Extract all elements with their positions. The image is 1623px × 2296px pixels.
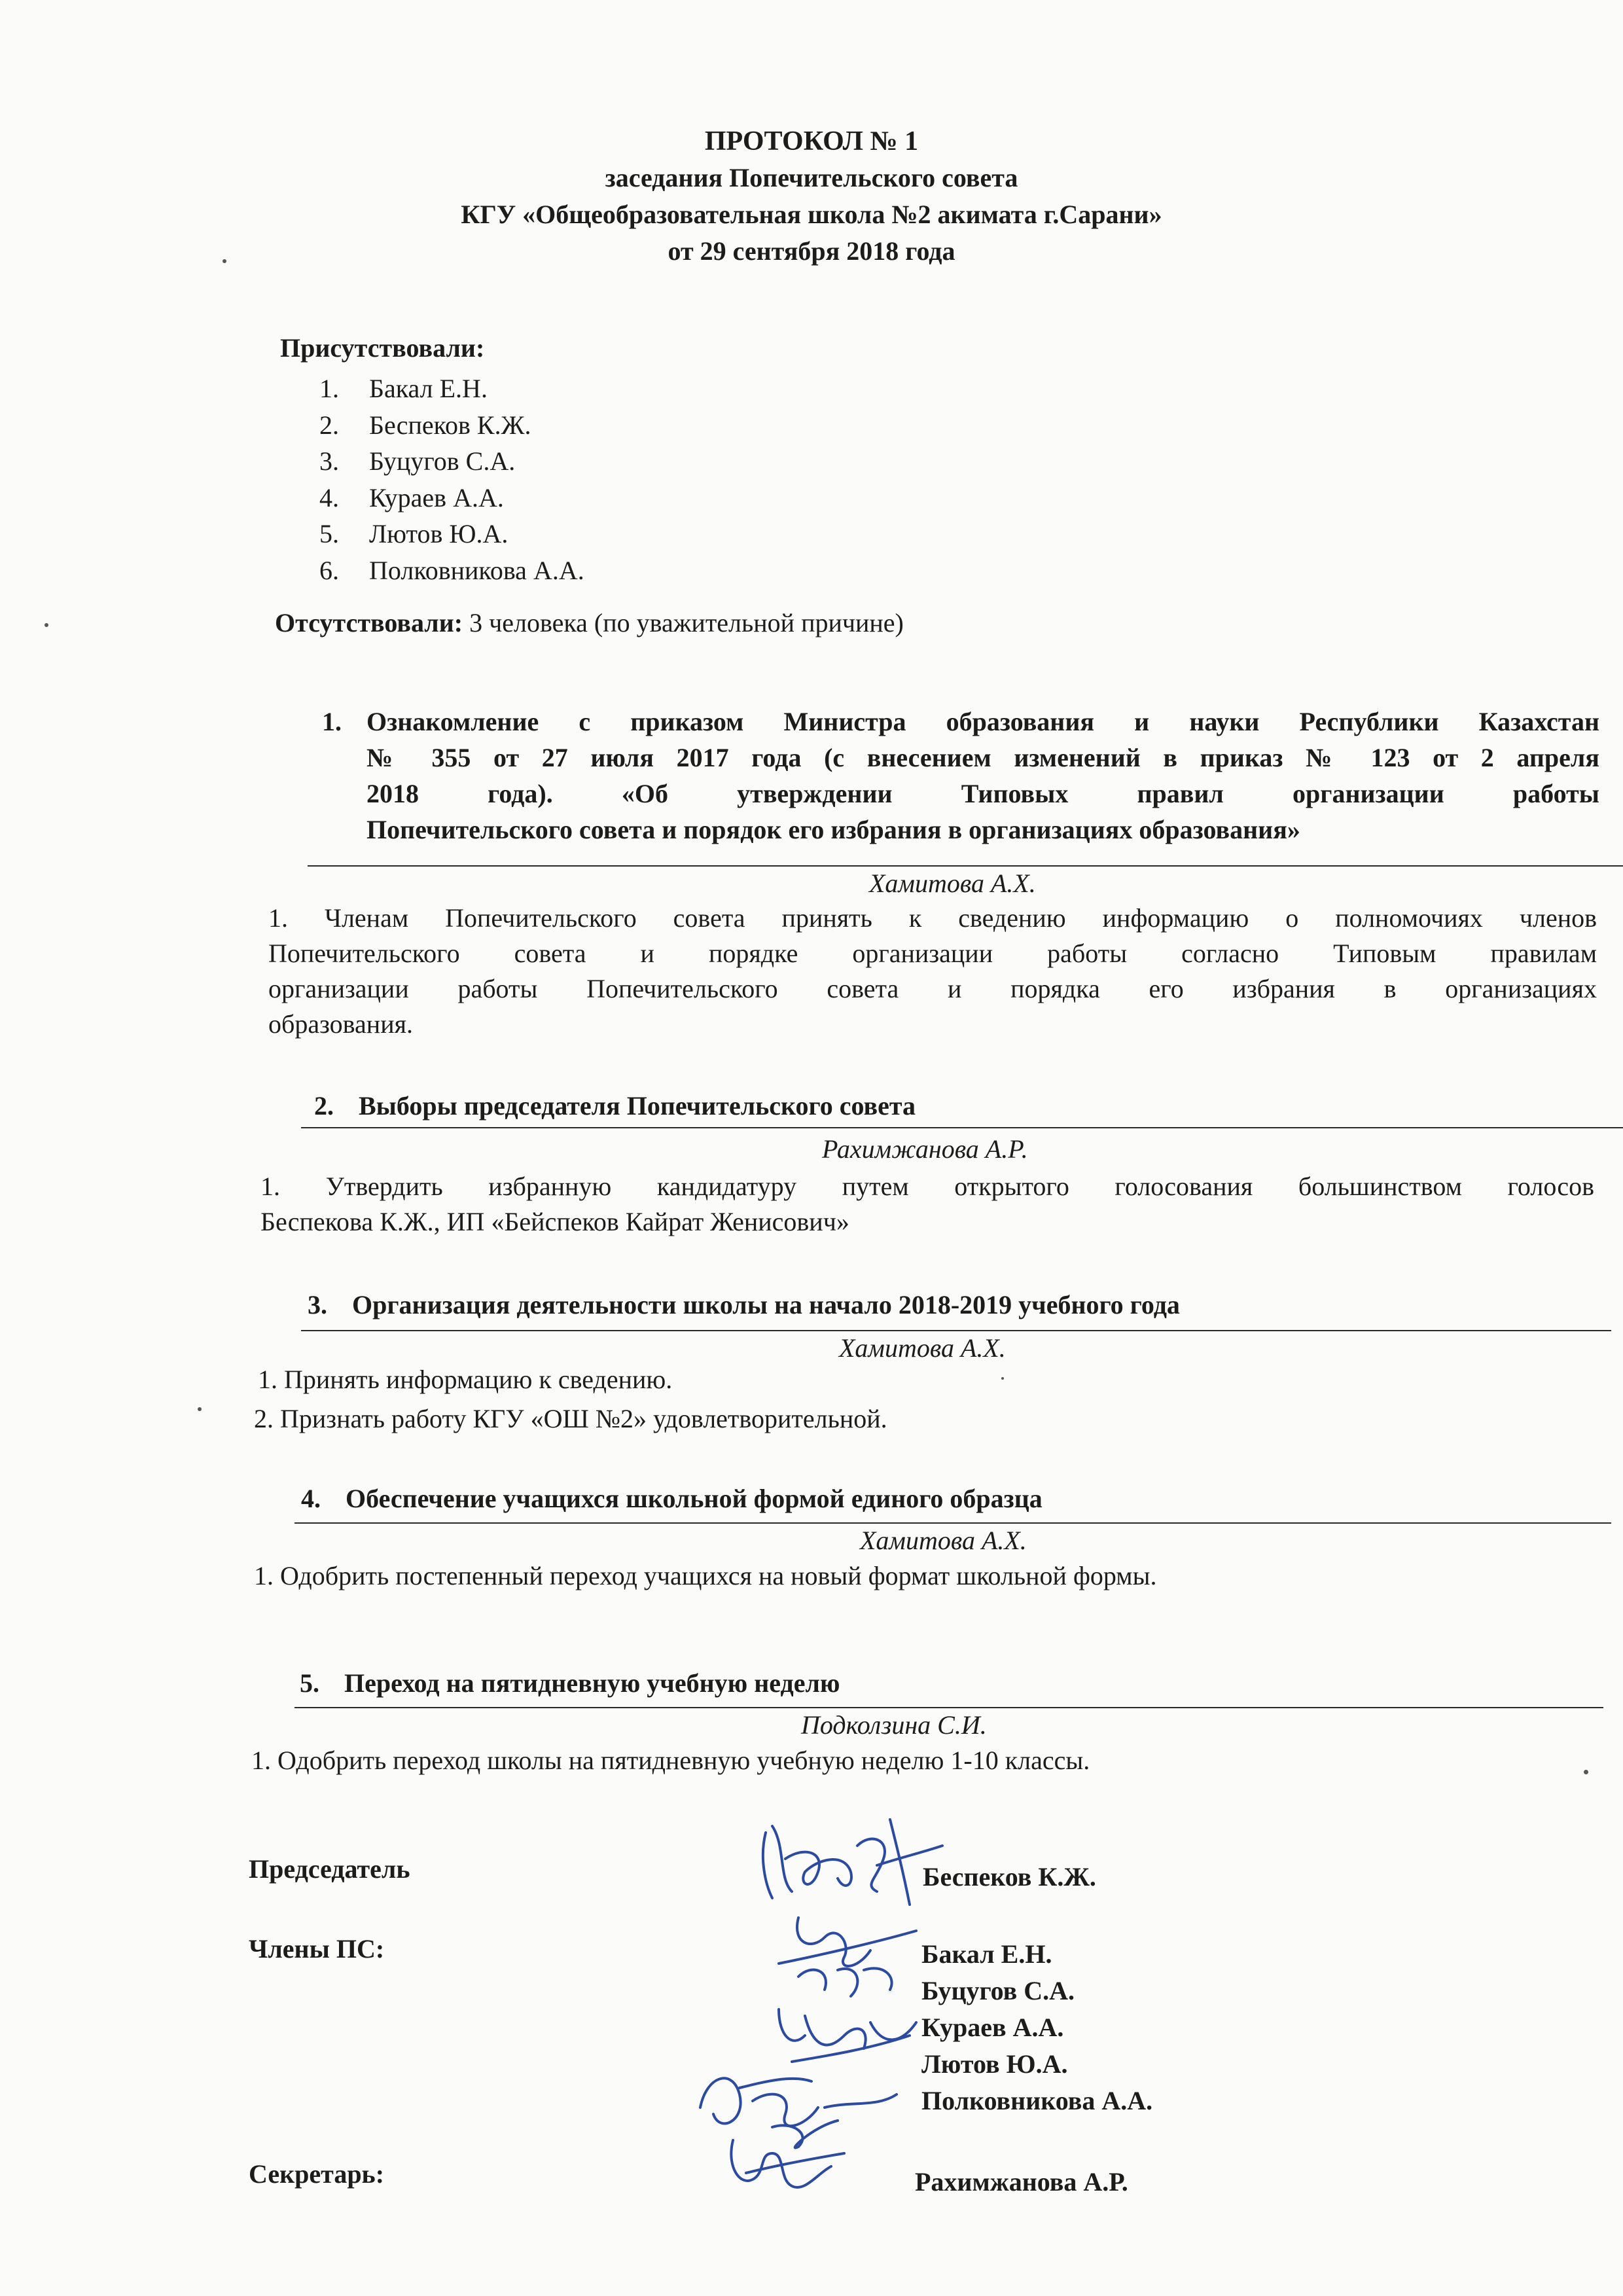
list-item: Полковникова А.А.	[921, 2086, 1153, 2115]
decision-3-line-2: 2. Признать работу КГУ «ОШ №2» удовлетворительной.	[254, 1404, 887, 1433]
secretary-signature-icon	[707, 2127, 877, 2206]
list-item: 1. Бакал Е.Н.	[319, 374, 488, 403]
decision-5-line-1: 1. Одобрить переход школы на пятидневную учебную неделю 1-10 классы.	[251, 1746, 1090, 1775]
decision-3-line-1: 1. Принять информацию к сведению.	[258, 1365, 673, 1394]
organization-name: КГУ «Общеобразовательная школа №2 акимата г.Сарани»	[461, 200, 1162, 229]
speaker-5: Подколзина С.И.	[801, 1710, 987, 1740]
scan-speck	[1584, 1770, 1588, 1774]
decision-4-line-1: 1. Одобрить постепенный переход учащихся на новый формат школьной формы.	[254, 1561, 1157, 1590]
member-signature-icon	[753, 1905, 936, 2003]
speaker-4: Хамитова А.Х.	[860, 1526, 1027, 1555]
present-label: Присутствовали:	[280, 333, 485, 363]
scan-speck	[1001, 1377, 1004, 1380]
chair-label: Председатель	[249, 1854, 410, 1884]
list-item: Лютов Ю.А.	[921, 2049, 1068, 2079]
scan-speck	[223, 259, 226, 263]
divider	[294, 1707, 1603, 1708]
divider	[294, 1522, 1611, 1524]
scan-speck	[45, 623, 48, 627]
meeting-subtitle: заседания Попечительского совета	[605, 163, 1018, 192]
agenda-item-3-title: 3. Организация деятельности школы на начало 2018-2019 учебного года	[308, 1290, 1180, 1319]
agenda-item-5-title: 5. Переход на пятидневную учебную неделю	[300, 1668, 840, 1698]
protocol-title: ПРОТОКОЛ № 1	[704, 126, 919, 156]
absent-text: 3 человека (по уважительной причине)	[463, 608, 904, 637]
speaker-1: Хамитова А.Х.	[869, 869, 1036, 898]
present-list	[319, 370, 584, 588]
divider	[308, 865, 1623, 867]
list-item: 3. Буцугов С.А.	[319, 446, 516, 476]
divider	[301, 1330, 1611, 1331]
meeting-date: от 29 сентября 2018 года	[668, 236, 955, 266]
agenda-item-2-title: 2. Выборы председателя Попечительского совета	[314, 1091, 916, 1121]
list-item: 6. Полковникова А.А.	[319, 555, 584, 585]
chair-name: Беспеков К.Ж.	[923, 1862, 1096, 1892]
members-label: Члены ПС:	[249, 1934, 385, 1964]
speaker-2: Рахимжанова А.Р.	[822, 1134, 1028, 1164]
list-item: 2. Беспеков К.Ж.	[319, 410, 531, 440]
list-item: Буцугов С.А.	[921, 1976, 1075, 2005]
secretary-name: Рахимжанова А.Р.	[915, 2167, 1128, 2197]
list-item: Кураев А.А.	[921, 2013, 1064, 2042]
document-header	[0, 123, 1623, 270]
absent-label: Отсутствовали:	[275, 608, 463, 637]
secretary-label: Секретарь:	[249, 2159, 385, 2189]
agenda-item-1-title: 1. Ознакомление с приказом Министра образования и науки Республики Казахстан № 355 от 27 июля 2017 года (с внесением изменений в приказ № 123 от 2 апреля 2018 года). «Об утверждении Типовых правил организации работы Попечительского совета и порядок его избрания в организациях образования»	[322, 707, 1599, 844]
scan-speck	[198, 1407, 202, 1411]
members-list	[921, 1936, 1152, 2119]
agenda-item-4-title: 4. Обеспечение учащихся школьной формой единого образца	[301, 1484, 1043, 1513]
list-item: 5. Лютов Ю.А.	[319, 519, 508, 548]
decision-1: 1. Членам Попечительского совета принять к сведению информацию о полномочиях членов Попечительского совета и порядке организации работы согласно Типовым правилам организации работы Попечительского совета и порядка его избрания в организациях образования.	[268, 903, 1597, 1039]
absent-line	[275, 607, 904, 638]
divider	[301, 1127, 1623, 1128]
list-item: 4. Кураев А.А.	[319, 482, 504, 512]
decision-2: 1. Утвердить избранную кандидатуру путем открытого голосования большинством голосов Беспекова К.Ж., ИП «Бейспеков Кайрат Женисович»	[260, 1172, 1594, 1236]
list-item: Бакал Е.Н.	[921, 1939, 1052, 1969]
speaker-3: Хамитова А.Х.	[839, 1333, 1006, 1363]
